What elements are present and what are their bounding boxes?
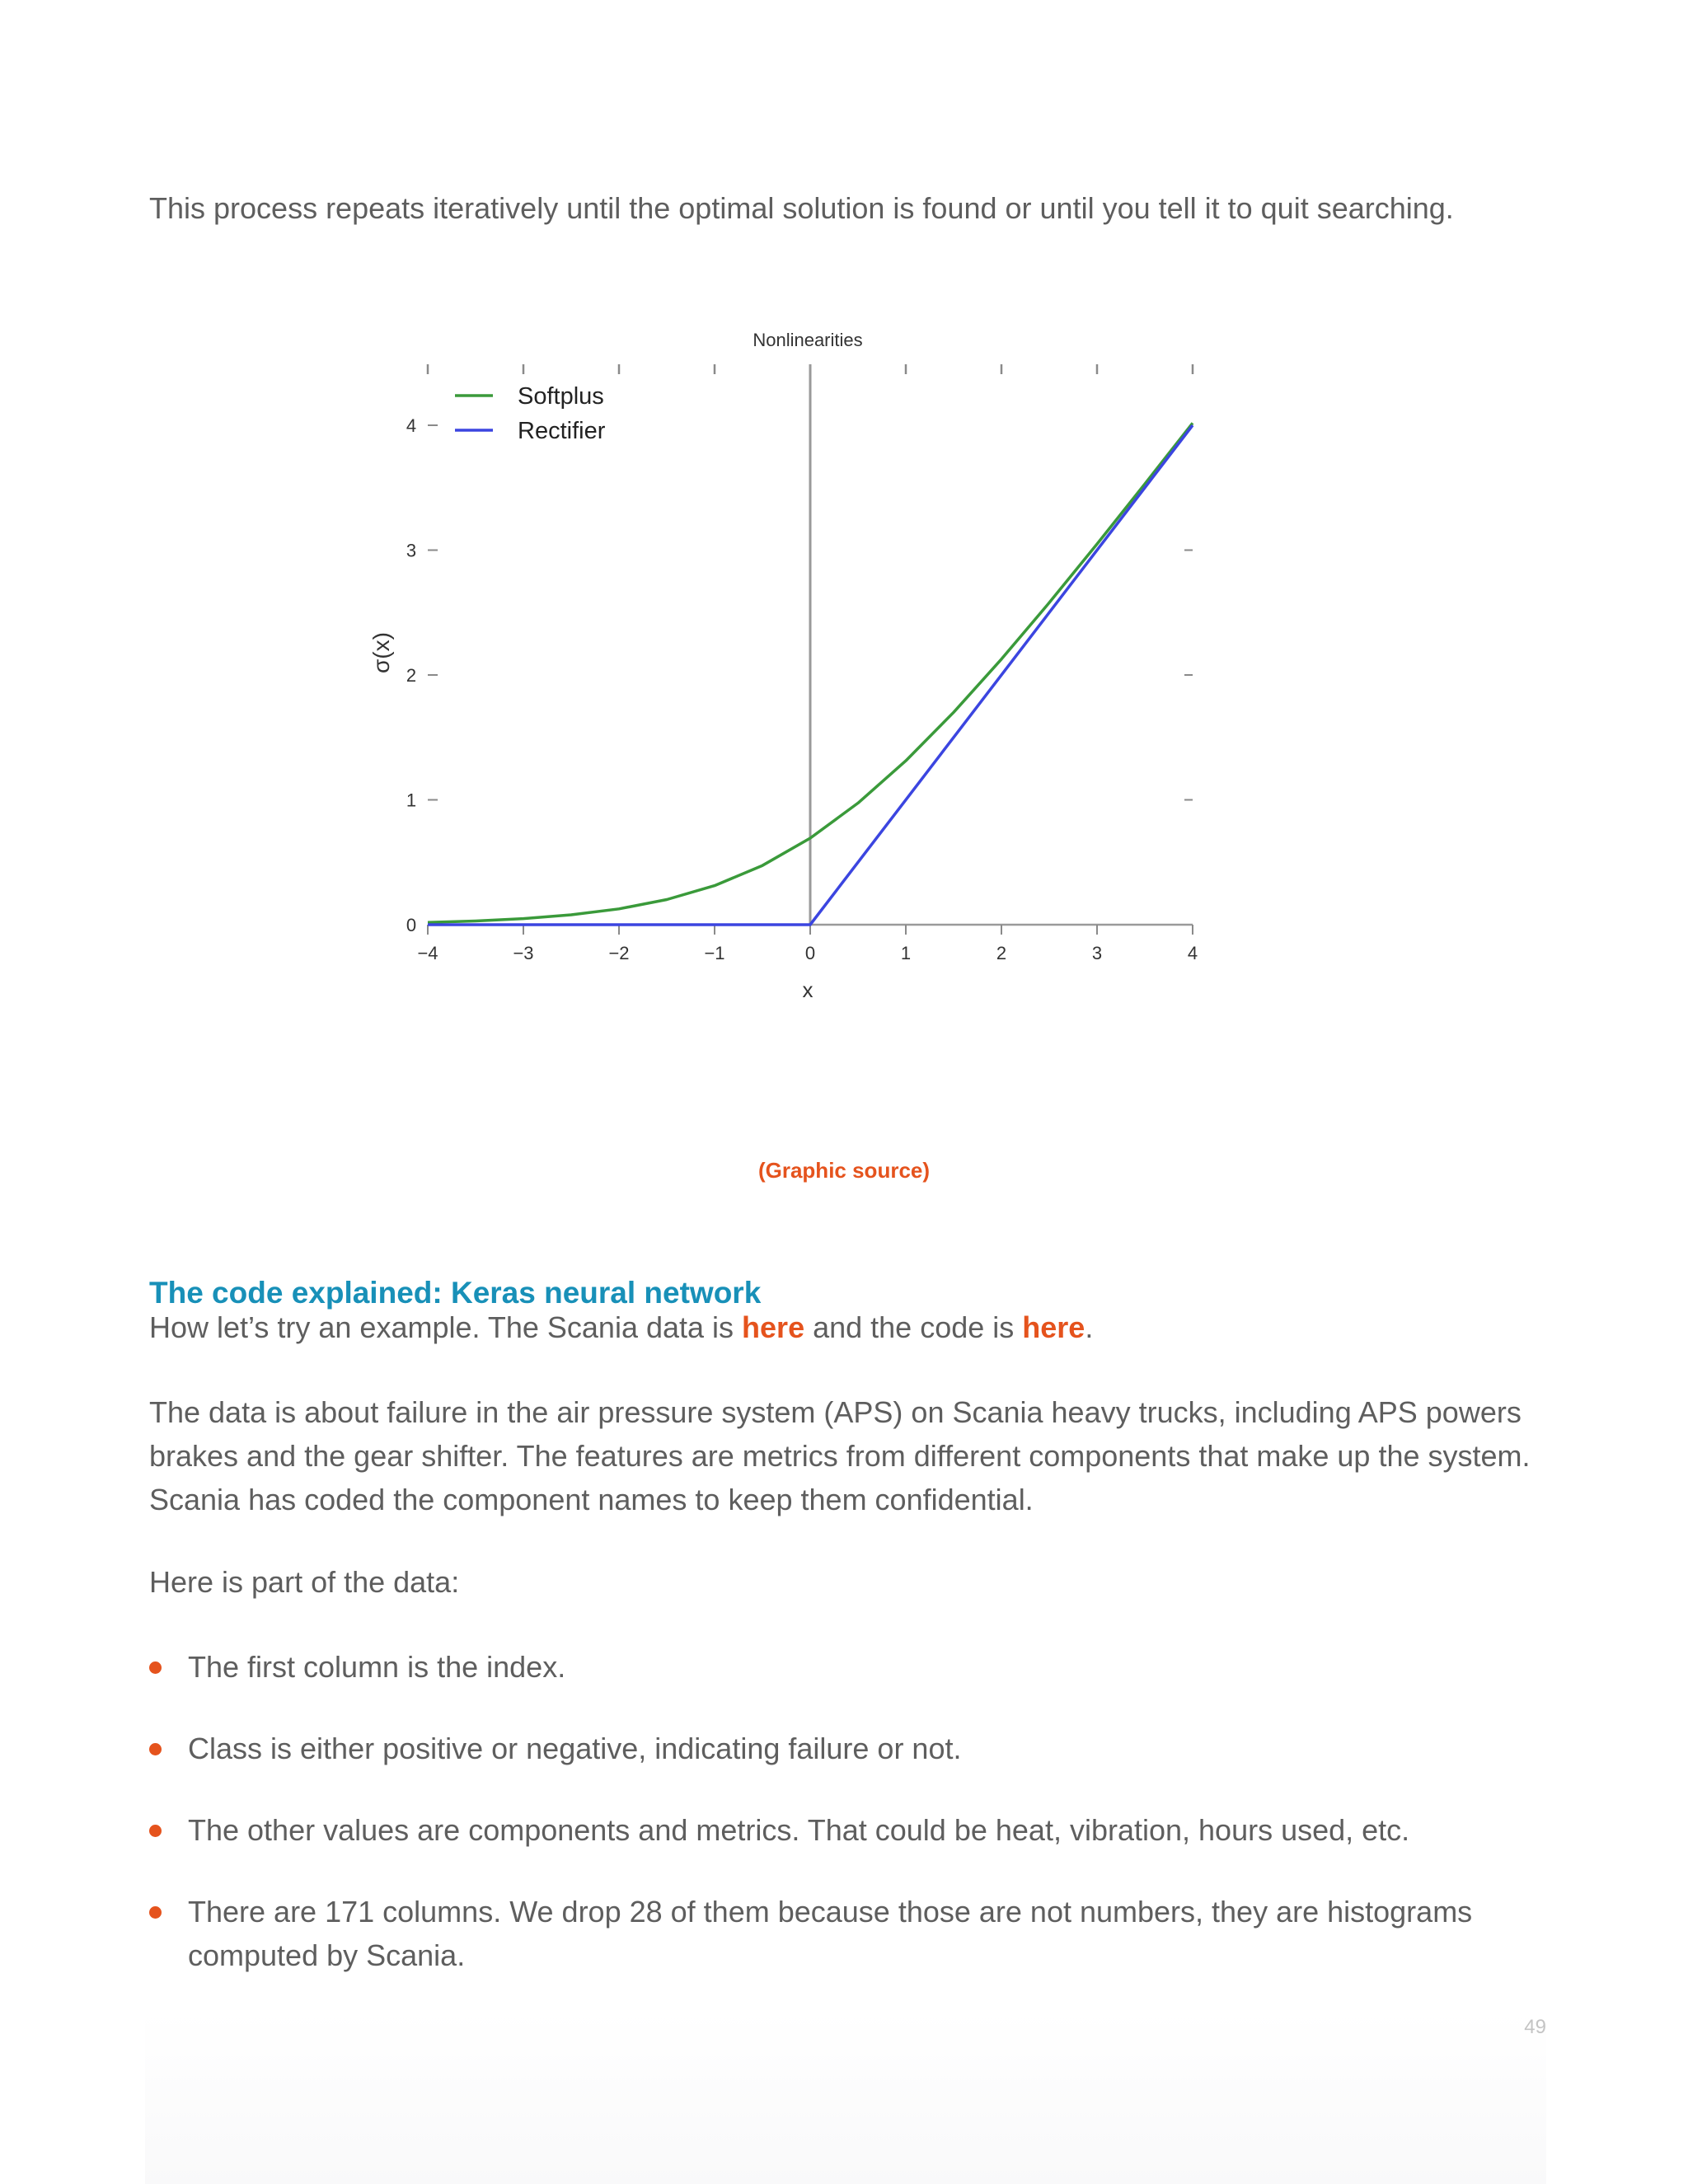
y-tick-label: 0 bbox=[406, 915, 417, 935]
x-tick-label: −4 bbox=[417, 943, 438, 963]
example-text-after: . bbox=[1085, 1310, 1094, 1344]
code-link[interactable]: here bbox=[1022, 1310, 1085, 1344]
chart-title: Nonlinearities bbox=[753, 330, 863, 350]
bullet-dot-icon bbox=[149, 1825, 162, 1837]
bullet-text bbox=[188, 1890, 1556, 1977]
data-description-paragraph bbox=[149, 1390, 1567, 1521]
x-tick-label: 2 bbox=[996, 943, 1007, 963]
example-text-middle: and the code is bbox=[804, 1310, 1023, 1344]
y-axis-label: σ(x) bbox=[368, 632, 394, 673]
bullet-text: Class is either positive or negative, indicating failure or not. bbox=[188, 1732, 962, 1765]
bullet-text: The first column is the index. bbox=[188, 1650, 566, 1684]
section-heading: The code explained: Keras neural network bbox=[149, 1276, 762, 1310]
data-line-3: Scania has coded the component names to keep them confidential. bbox=[149, 1483, 1034, 1516]
intro-paragraph: This process repeats iteratively until the optimal solution is found or until you tell it to quit searching. bbox=[149, 191, 1454, 225]
x-axis-label: x bbox=[802, 977, 814, 1002]
data-intro-paragraph: Here is part of the data: bbox=[149, 1565, 460, 1599]
graphic-source-link[interactable]: (Graphic source) bbox=[757, 1158, 931, 1183]
x-tick-label: −1 bbox=[704, 943, 725, 963]
x-tick-label: 4 bbox=[1187, 943, 1198, 963]
bullet-dot-icon bbox=[149, 1906, 162, 1919]
y-tick-label: 4 bbox=[406, 415, 417, 436]
x-tick-label: 3 bbox=[1091, 943, 1103, 963]
legend-label: Rectifier bbox=[518, 418, 606, 444]
chart-legend bbox=[455, 383, 606, 444]
y-tick-label: 2 bbox=[406, 665, 417, 686]
chart-axes bbox=[406, 364, 1198, 963]
bullet-dot-icon bbox=[149, 1743, 162, 1755]
x-tick-label: 0 bbox=[804, 943, 816, 963]
bullet-text: The other values are components and metrics. That could be heat, vibration, hours used, etc. bbox=[188, 1813, 1410, 1847]
example-paragraph bbox=[149, 1305, 1567, 1349]
bullet-line-1: There are 171 columns. We drop 28 of them because those are not numbers, they are histograms bbox=[188, 1895, 1473, 1929]
legend-label: Softplus bbox=[518, 383, 604, 410]
page-number: 49 bbox=[1524, 2016, 1546, 2038]
x-tick-label: −3 bbox=[513, 943, 534, 963]
example-text-before: How let’s try an example. The Scania data is bbox=[149, 1310, 743, 1344]
bullet-dot-icon bbox=[149, 1661, 162, 1674]
x-tick-label: −2 bbox=[608, 943, 630, 963]
page-shade bbox=[145, 2011, 1546, 2184]
nonlinearities-chart bbox=[0, 313, 1688, 1352]
scania-data-link[interactable]: here bbox=[742, 1310, 805, 1344]
bullet-line-2: computed by Scania. bbox=[188, 1938, 466, 1972]
data-line-2: brakes and the gear shifter. The features are metrics from different components that make up the system. bbox=[149, 1439, 1531, 1473]
x-tick-label: 1 bbox=[900, 943, 912, 963]
y-tick-label: 1 bbox=[406, 790, 417, 811]
data-line-1: The data is about failure in the air pressure system (APS) on Scania heavy trucks, including APS powers bbox=[149, 1395, 1522, 1429]
y-tick-label: 3 bbox=[406, 540, 417, 561]
